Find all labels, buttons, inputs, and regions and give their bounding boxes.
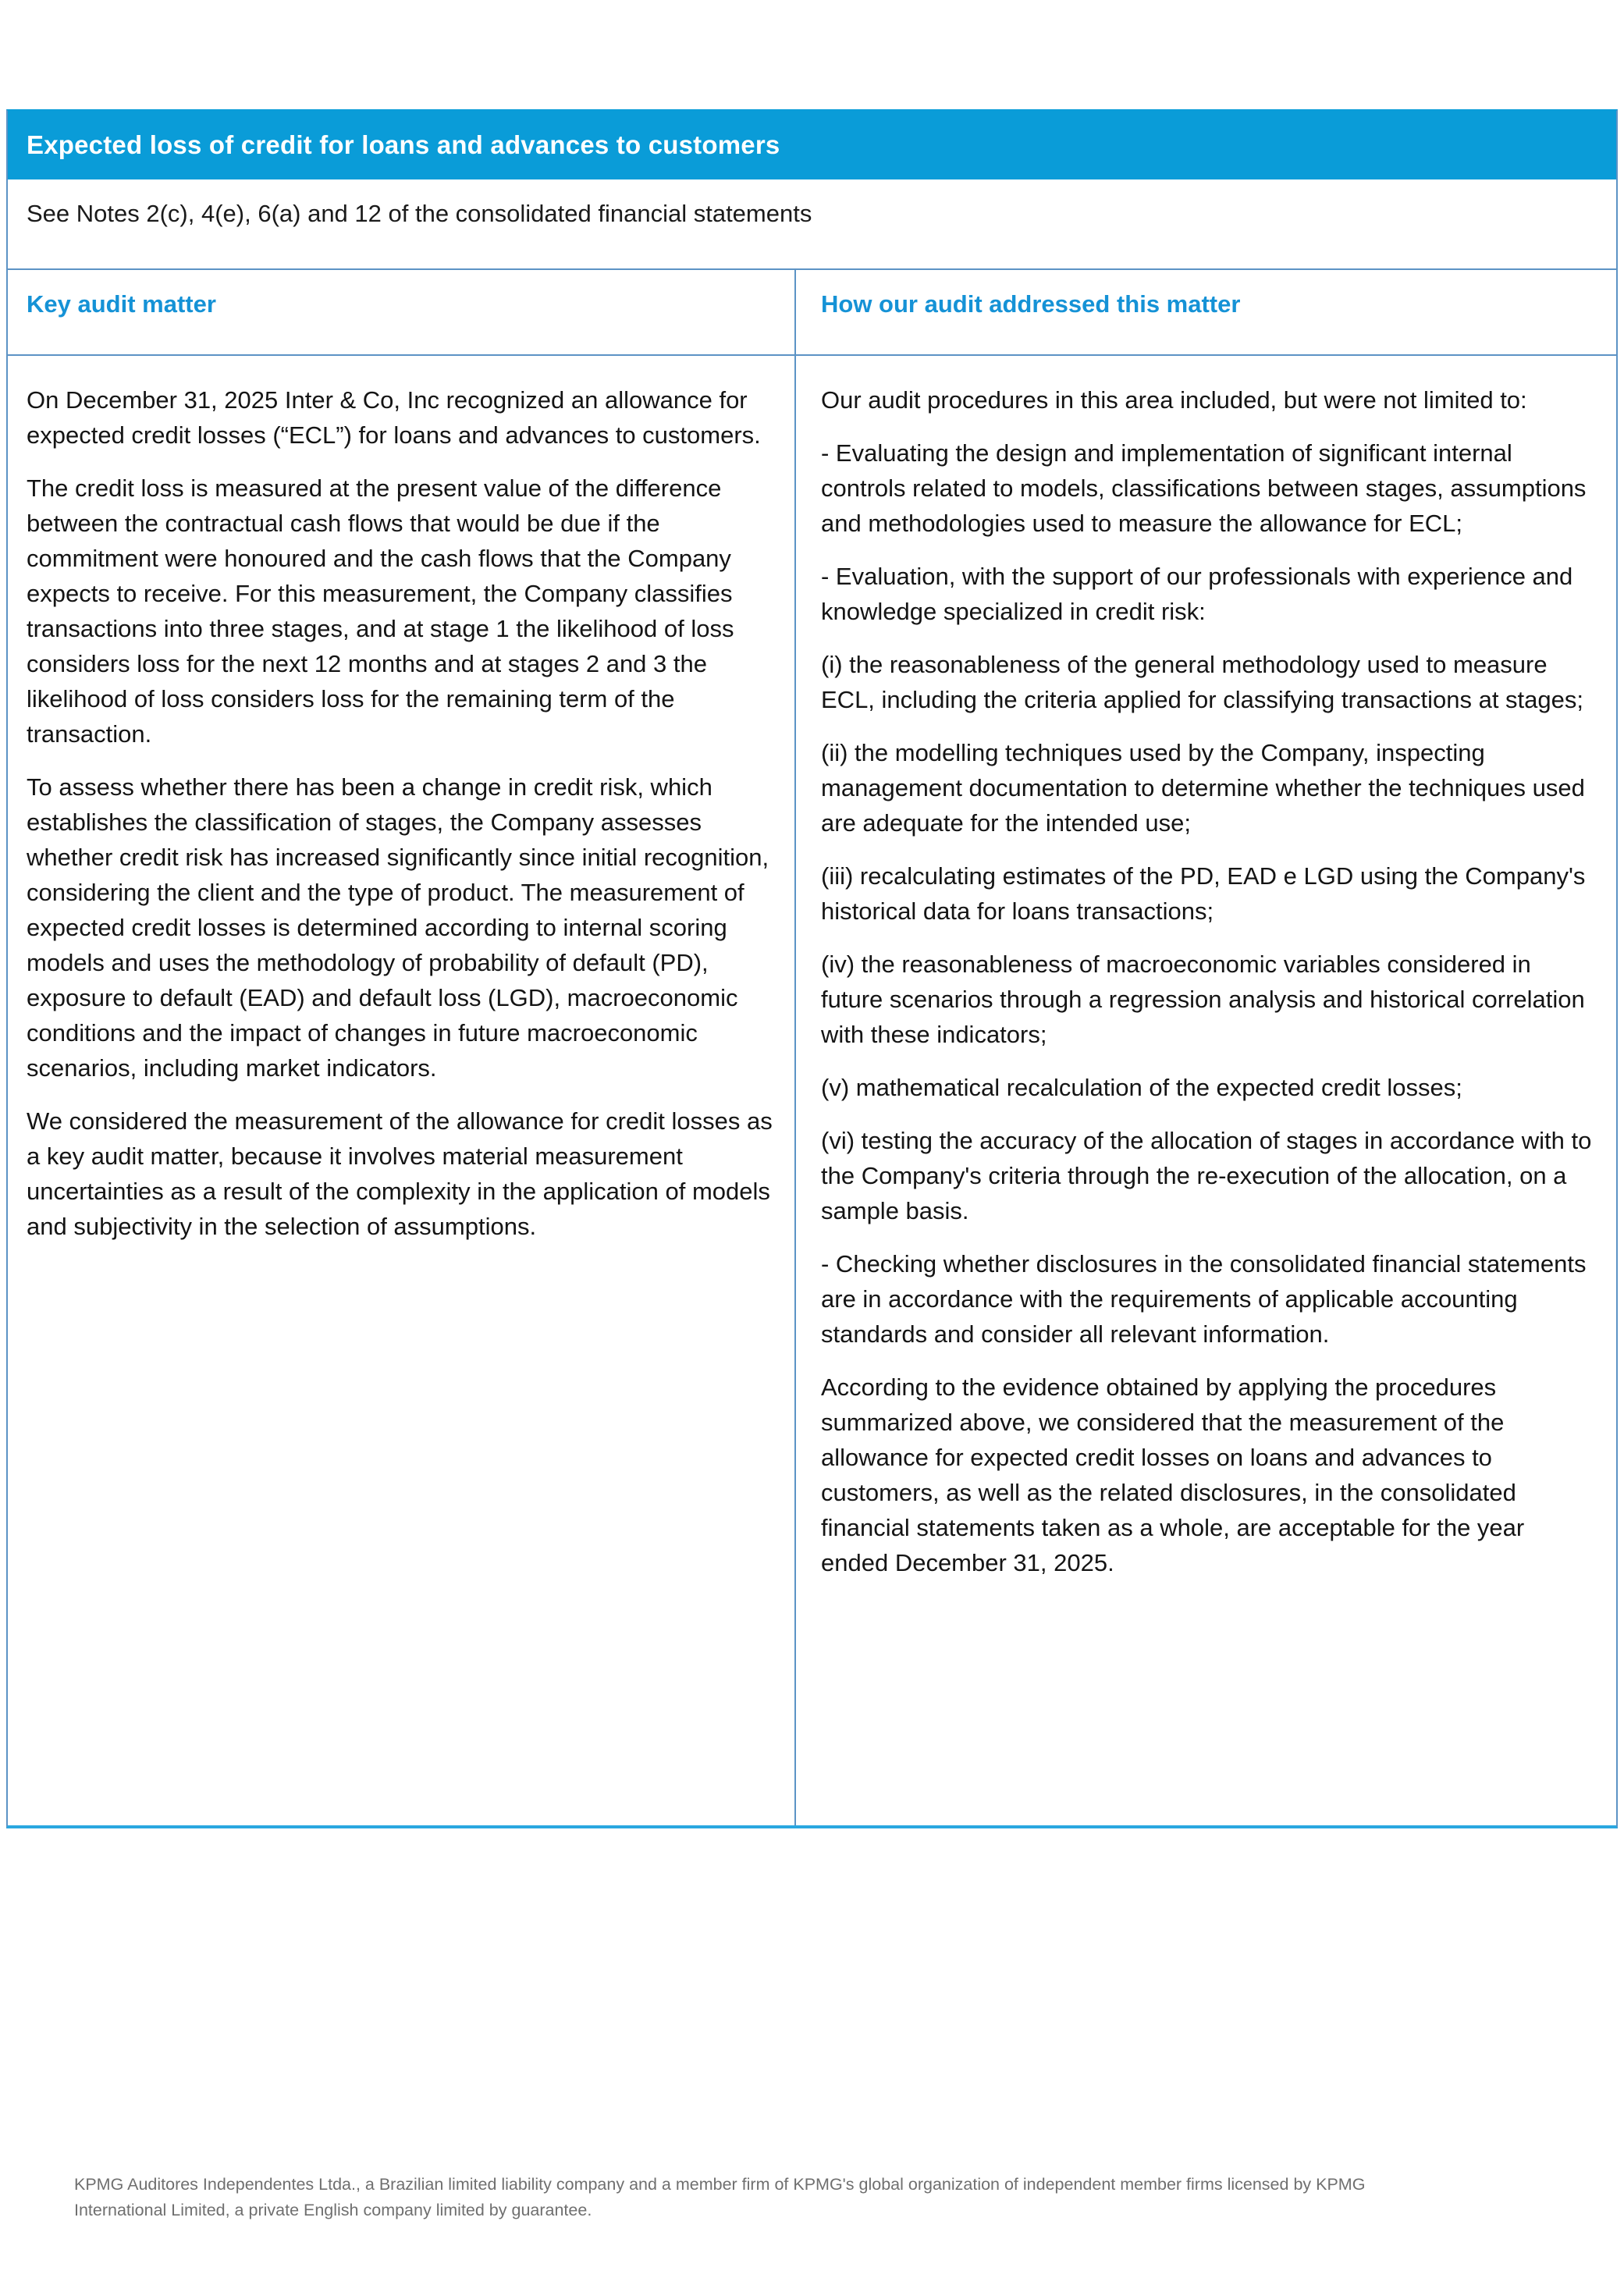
procedure-paragraph: According to the evidence obtained by applying the procedures summarized above, we considered that the measurement of the allowance for expected credit losses on loans and advances to customers, as well as the related disclosures, in the consolidated financial statements taken as a whole, are acceptable for the year ended December 31, 2025. [821, 1373, 1525, 1576]
procedure-paragraph: (iii) recalculating estimates of the PD, EAD e LGD using the Company's historical data for loans transactions; [821, 862, 1586, 925]
procedure-paragraph: - Checking whether disclosures in the consolidated financial statements are in accordance with the requirements of applicable accounting standards and consider all relevant information. [821, 1250, 1587, 1348]
notes-row [8, 179, 1616, 268]
legal-disclaimer-line-1: KPMG Auditores Independentes Ltda., a Brazilian limited liability company and a member firm of KPMG's global organization of independent member firms licensed by KPMG [74, 2175, 1366, 2194]
key-audit-matter-table [6, 109, 1618, 1828]
procedure-paragraph: (vi) testing the accuracy of the allocation of stages in accordance with to the Company's criteria through the re-execution of the allocation, on a sample basis. [821, 1127, 1592, 1224]
kam-paragraph: The credit loss is measured at the present value of the difference between the contractual cash flows that would be due if the commitment were honoured and the cash flows that the Company expects to receive. For this measurement, the Company classifies transactions into three stages, and at stage 1 the likelihood of loss considers loss for the next 12 months and at stages 2 and 3 the likelihood of loss considers loss for the remaining term of the transaction. [27, 474, 734, 748]
column-header-row [8, 268, 1616, 354]
procedure-paragraph: (i) the reasonableness of the general methodology used to measure ECL, including the criteria applied for classifying transactions at stages; [821, 651, 1583, 713]
kam-paragraph: On December 31, 2025 Inter & Co, Inc recognized an allowance for expected credit losses (“ECL”) for loans and advances to customers. [27, 386, 761, 449]
procedure-paragraph: (ii) the modelling techniques used by the Company, inspecting management documentation to determine whether the techniques used are adequate for the intended use; [821, 739, 1585, 837]
procedure-paragraph: - Evaluating the design and implementation of significant internal controls related to models, classifications between stages, assumptions and methodologies used to measure the allowance for ECL; [821, 439, 1587, 537]
kam-paragraph: To assess whether there has been a change in credit risk, which establishes the classification of stages, the Company assesses whether credit risk has increased significantly since initial recognition, considering the client and the type of product. The measurement of expected credit losses is determined according to internal scoring models and uses the methodology of probability of default (PD), exposure to default (EAD) and default loss (LGD), macroeconomic conditions and the impact of changes in future macroeconomic scenarios, including market indicators. [27, 773, 769, 1082]
kam-paragraph: We considered the measurement of the allowance for credit losses as a key audit matter, because it involves material measurement uncertainties as a result of the complexity in the application of models and subjectivity in the selection of assumptions. [27, 1107, 773, 1240]
notes-text: See Notes 2(c), 4(e), 6(a) and 12 of the consolidated financial statements [27, 200, 812, 227]
procedure-paragraph: Our audit procedures in this area included, but were not limited to: [821, 386, 1527, 414]
legal-disclaimer [74, 2172, 1561, 2223]
key-audit-matter-cell [8, 356, 794, 1825]
audit-response-header: How our audit addressed this matter [794, 270, 1616, 354]
table-title: Expected loss of credit for loans and advances to customers [27, 130, 780, 159]
legal-disclaimer-line-2: International Limited, a private English company limited by guarantee. [74, 2201, 592, 2219]
key-audit-matter-header: Key audit matter [27, 290, 216, 318]
table-body-row [8, 354, 1616, 1825]
table-title-bar [8, 111, 1616, 179]
procedure-paragraph: (iv) the reasonableness of macroeconomic variables considered in future scenarios through a regression analysis and historical correlation with these indicators; [821, 951, 1585, 1048]
procedure-paragraph: (v) mathematical recalculation of the expected credit losses; [821, 1074, 1462, 1101]
audit-procedures-cell [794, 356, 1616, 1825]
procedure-paragraph: - Evaluation, with the support of our professionals with experience and knowledge specialized in credit risk: [821, 563, 1573, 625]
